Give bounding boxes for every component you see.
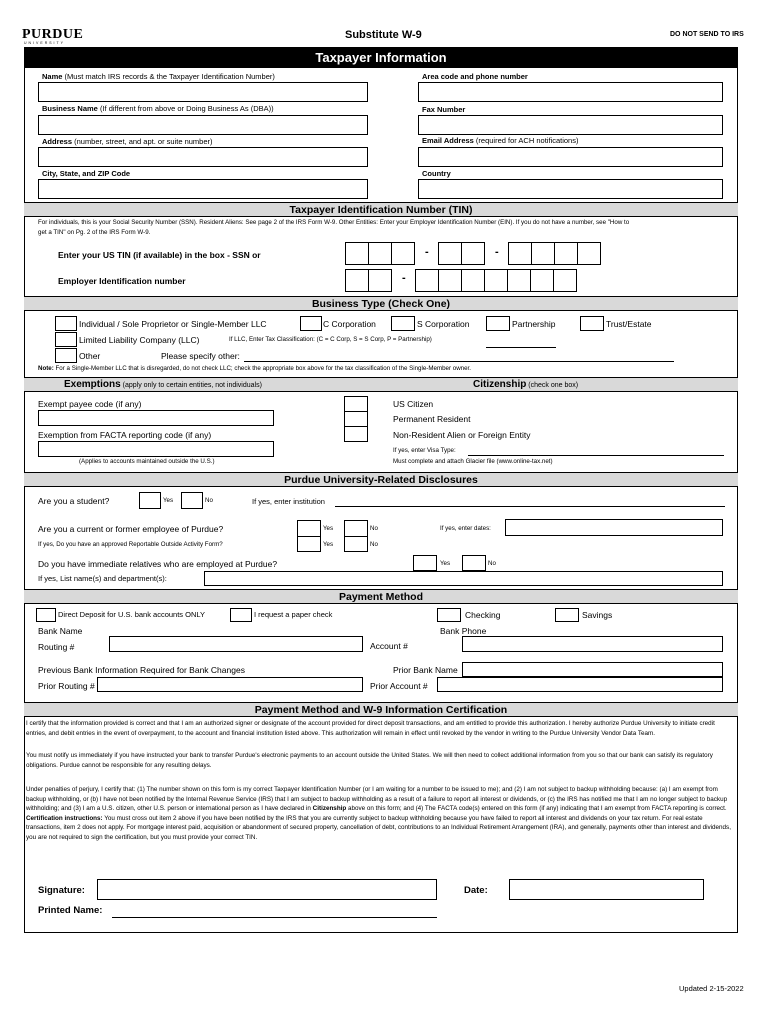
bank-phone-label: Bank Phone bbox=[440, 626, 487, 636]
tin-header: Taxpayer Identification Number (TIN) bbox=[24, 202, 738, 217]
certification-paragraph-3: Under penalties of perjury, I certify that: (1) The number shown on this form is my correct Taxpayer Identification Number (or I am waiting for a number to be issued to me); and (2) I am not subject to backup withholding because: (a) I am exempt from backup withholding, or (b) I have not been notified by the Internal Revenue Service (IRS) that I am subject to backup withholding as a result of a failure to report all interest or dividends, or (c) the IRS has notified me that I am no longer subject to backup withholding; and (3) I am a U.S. citizen, other U.S. person or international person as I have declared in Citizenship above on this form; and (4) The FACTA code(s) entered on this form (if any) indicating that I am exempt from FACTA reporting is correct. Certification instructions: You must cross out item 2 above if you have been notified by the IRS that you are currently subject to backup withholding because you have failed to report all interest and dividends on your tax return. For real estate transactions, item 2 does not apply. For mortgage interest paid, acquisition or abandonment of secured property, cancellation of debt, contributions to an Individual Retirement Arrangement (IRA), and generally, payments other than interest and dividends, you are not required to sign the certification, but you must provide your correct TIN. bbox=[26, 786, 731, 841]
specify-other-label: Please specify other: bbox=[161, 351, 240, 361]
signature-label: Signature: bbox=[38, 885, 85, 896]
us-citizen-label: US Citizen bbox=[393, 399, 434, 409]
specify-other-line[interactable] bbox=[244, 361, 674, 362]
paper-check-label: I request a paper check bbox=[254, 610, 333, 619]
prior-bank-name-label: Prior Bank Name bbox=[393, 665, 458, 675]
ein-digit[interactable] bbox=[368, 269, 392, 292]
visa-type-label: If yes, enter Visa Type: bbox=[393, 447, 456, 454]
outside-activity-yes-checkbox[interactable] bbox=[297, 536, 321, 552]
printed-name-line[interactable] bbox=[112, 917, 437, 918]
other-label: Other bbox=[79, 351, 101, 361]
previous-bank-info-label: Previous Bank Information Required for Bank Changes bbox=[38, 665, 245, 675]
prior-routing-input[interactable] bbox=[97, 677, 363, 692]
name-label: Name (Must match IRS records & the Taxpayer Identification Number) bbox=[42, 72, 275, 81]
phone-label: Area code and phone number bbox=[422, 72, 528, 81]
ssn-dash: - bbox=[495, 246, 499, 258]
facta-code-label: Exemption from FACTA reporting code (if any) bbox=[38, 430, 212, 440]
employee-yes-checkbox[interactable] bbox=[297, 520, 321, 537]
form-title: Substitute W-9 bbox=[345, 29, 422, 41]
relatives-question: Do you have immediate relatives who are employed at Purdue? bbox=[38, 559, 278, 569]
ein-label: Employer Identification number bbox=[58, 276, 186, 286]
other-checkbox[interactable] bbox=[55, 348, 77, 363]
address-input[interactable] bbox=[38, 147, 368, 167]
partnership-label: Partnership bbox=[512, 319, 556, 329]
outside-activity-no-checkbox[interactable] bbox=[344, 536, 368, 552]
non-resident-checkbox[interactable] bbox=[344, 426, 368, 442]
address-label: Address (number, street, and apt. or suite number) bbox=[42, 137, 213, 146]
s-corp-label: S Corporation bbox=[417, 319, 470, 329]
savings-label: Savings bbox=[582, 610, 613, 620]
facta-code-input[interactable] bbox=[38, 441, 274, 457]
exempt-payee-input[interactable] bbox=[38, 410, 274, 426]
relatives-no-label: No bbox=[488, 560, 496, 567]
employee-yes-label: Yes bbox=[323, 525, 334, 532]
relatives-names-input[interactable] bbox=[204, 571, 723, 586]
ein-digit[interactable] bbox=[415, 269, 439, 292]
ssn-digit[interactable] bbox=[508, 242, 532, 265]
student-no-label: No bbox=[205, 497, 213, 504]
name-input[interactable] bbox=[38, 82, 368, 102]
email-input[interactable] bbox=[418, 147, 723, 167]
ein-digit[interactable] bbox=[553, 269, 577, 292]
direct-deposit-label: Direct Deposit for U.S. bank accounts ONLY bbox=[58, 610, 206, 619]
phone-input[interactable] bbox=[418, 82, 723, 102]
student-question: Are you a student? bbox=[38, 496, 110, 506]
trust-label: Trust/Estate bbox=[606, 319, 652, 329]
prior-account-input[interactable] bbox=[437, 677, 723, 692]
llc-label: Limited Liability Company (LLC) bbox=[79, 335, 200, 345]
partnership-checkbox[interactable] bbox=[486, 316, 510, 331]
list-names-label: If yes, List name(s) and department(s): bbox=[38, 574, 167, 583]
c-corp-label: C Corporation bbox=[323, 319, 376, 329]
employee-no-label: No bbox=[370, 525, 378, 532]
institution-label: If yes, enter institution bbox=[252, 497, 325, 506]
employee-question: Are you a current or former employee of Purdue? bbox=[38, 524, 224, 534]
permanent-resident-label: Permanent Resident bbox=[393, 414, 471, 424]
enter-dates-label: If yes, enter dates: bbox=[440, 525, 491, 532]
certification-header: Payment Method and W-9 Information Certification bbox=[24, 702, 738, 717]
prior-routing-label: Prior Routing # bbox=[38, 681, 95, 691]
ssn-dash: - bbox=[425, 246, 429, 258]
tin-instructions-1: For individuals, this is your Social Security Number (SSN). Resident Aliens: See page 2 of the IRS Form W-9. Other Entities: Enter your Employer Identification Number (EIN). If you do not have a number, see "How to bbox=[38, 219, 630, 226]
bank-phone-input[interactable] bbox=[462, 636, 723, 652]
outside-activity-no-label: No bbox=[370, 541, 378, 548]
business-type-note: Note: For a Single-Member LLC that is disregarded, do not check LLC; check the appropriate box above for the tax classification of the Single-Member owner. bbox=[38, 365, 471, 372]
glacier-note: Must complete and attach Glacier file (www.online-tax.net) bbox=[393, 458, 553, 465]
email-label: Email Address (required for ACH notifications) bbox=[422, 136, 579, 145]
trust-checkbox[interactable] bbox=[580, 316, 604, 331]
city-state-zip-label: City, State, and ZIP Code bbox=[42, 169, 131, 178]
ssn-digit[interactable] bbox=[391, 242, 415, 265]
prior-account-label: Prior Account # bbox=[370, 681, 428, 691]
outside-activity-yes-label: Yes bbox=[323, 541, 334, 548]
outside-activity-question: If yes, Do you have an approved Reportable Outside Activity Form? bbox=[38, 541, 223, 548]
payment-method-header: Payment Method bbox=[24, 589, 738, 604]
student-yes-checkbox[interactable] bbox=[139, 492, 161, 509]
business-type-header: Business Type (Check One) bbox=[24, 296, 738, 311]
ssn-digit[interactable] bbox=[577, 242, 601, 265]
bank-name-label: Bank Name bbox=[38, 626, 83, 636]
us-citizen-checkbox[interactable] bbox=[344, 396, 368, 412]
checking-label: Checking bbox=[465, 610, 501, 620]
sole-prop-label: Individual / Sole Proprietor or Single-Member LLC bbox=[79, 319, 267, 329]
permanent-resident-checkbox[interactable] bbox=[344, 411, 368, 427]
ein-digit[interactable] bbox=[484, 269, 508, 292]
relatives-yes-checkbox[interactable] bbox=[413, 555, 437, 571]
ssn-digit[interactable] bbox=[531, 242, 555, 265]
exemptions-title: Exemptions (apply only to certain entities, not individuals) bbox=[64, 379, 262, 390]
exempt-payee-label: Exempt payee code (if any) bbox=[38, 399, 142, 409]
purdue-logo-subtext: UNIVERSITY bbox=[24, 41, 66, 45]
ssn-digit[interactable] bbox=[345, 242, 369, 265]
ein-digit[interactable] bbox=[461, 269, 485, 292]
prior-bank-name-input[interactable] bbox=[462, 662, 723, 677]
date-label: Date: bbox=[464, 885, 488, 896]
city-state-zip-input[interactable] bbox=[38, 179, 368, 199]
printed-name-label: Printed Name: bbox=[38, 905, 103, 916]
certification-paragraph-2: You must notify us immediately if you have instructed your bank to transfer Purdue's electronic payments to an account outside the United States. We will then need to collect additional information from you so that our bank can satisfy its regulatory obligations. Purdue cannot be responsible for any resulting delays. bbox=[26, 752, 713, 769]
employment-dates-input[interactable] bbox=[505, 519, 723, 536]
purdue-logo: PURDUE bbox=[22, 27, 84, 42]
ein-dash: - bbox=[402, 272, 406, 284]
relatives-yes-label: Yes bbox=[440, 560, 451, 567]
paper-check-checkbox[interactable] bbox=[230, 608, 252, 622]
relatives-no-checkbox[interactable] bbox=[462, 555, 486, 571]
taxpayer-info-header: Taxpayer Information bbox=[24, 47, 738, 68]
checking-checkbox[interactable] bbox=[437, 608, 461, 622]
student-no-checkbox[interactable] bbox=[181, 492, 203, 509]
fax-input[interactable] bbox=[418, 115, 723, 135]
sole-prop-checkbox[interactable] bbox=[55, 316, 77, 331]
fax-label: Fax Number bbox=[422, 105, 466, 114]
country-label: Country bbox=[422, 169, 451, 178]
updated-date: Updated 2-15-2022 bbox=[679, 984, 744, 993]
student-yes-label: Yes bbox=[163, 497, 174, 504]
account-label: Account # bbox=[370, 641, 408, 651]
ein-digit[interactable] bbox=[345, 269, 369, 292]
routing-label: Routing # bbox=[38, 642, 75, 652]
non-resident-label: Non-Resident Alien or Foreign Entity bbox=[393, 430, 531, 440]
direct-deposit-checkbox[interactable] bbox=[36, 608, 56, 622]
ein-digit[interactable] bbox=[530, 269, 554, 292]
visa-type-line[interactable] bbox=[468, 455, 724, 456]
savings-checkbox[interactable] bbox=[555, 608, 579, 622]
s-corp-checkbox[interactable] bbox=[391, 316, 415, 331]
ssn-digit[interactable] bbox=[461, 242, 485, 265]
tin-instructions-2: get a TIN" on Pg. 2 of the IRS Form W-9. bbox=[38, 229, 151, 236]
business-name-label: Business Name (If different from above or Doing Business As (DBA)) bbox=[42, 104, 274, 113]
ein-digit[interactable] bbox=[438, 269, 462, 292]
llc-classification-line[interactable] bbox=[486, 347, 556, 348]
institution-line[interactable] bbox=[335, 506, 725, 507]
ssn-label: Enter your US TIN (if available) in the box - SSN or bbox=[58, 250, 261, 260]
date-input[interactable] bbox=[509, 879, 704, 900]
ssn-digit[interactable] bbox=[368, 242, 392, 265]
c-corp-checkbox[interactable] bbox=[300, 316, 322, 331]
llc-classification-label: If LLC, Enter Tax Classification: (C = C Corp, S = S Corp, P = Partnership) bbox=[229, 336, 432, 343]
bank-name-input[interactable] bbox=[109, 636, 363, 652]
ssn-digit[interactable] bbox=[554, 242, 578, 265]
citizenship-title: Citizenship (check one box) bbox=[473, 379, 579, 390]
employee-no-checkbox[interactable] bbox=[344, 520, 368, 537]
ein-digit[interactable] bbox=[507, 269, 531, 292]
country-input[interactable] bbox=[418, 179, 723, 199]
irs-notice: DO NOT SEND TO IRS bbox=[670, 31, 744, 38]
llc-checkbox[interactable] bbox=[55, 332, 77, 347]
signature-input[interactable] bbox=[97, 879, 437, 900]
business-name-input[interactable] bbox=[38, 115, 368, 135]
disclosures-header: Purdue University-Related Disclosures bbox=[24, 472, 738, 487]
facta-note: (Applies to accounts maintained outside the U.S.) bbox=[79, 458, 215, 465]
ssn-digit[interactable] bbox=[438, 242, 462, 265]
certification-paragraph-1: I certify that the information provided is correct and that I am an authorized signer or designate of the account provided for direct deposit transactions, and am entitled to provide this authorization. I hereby authorize Purdue University to initiate credit entries, and debit entries in the event of overpayment, to the account and financial institution listed above. This authorization will remain in effect until revoked by the vendor in writing to the Purdue University Vendor Data Team. bbox=[26, 720, 715, 737]
